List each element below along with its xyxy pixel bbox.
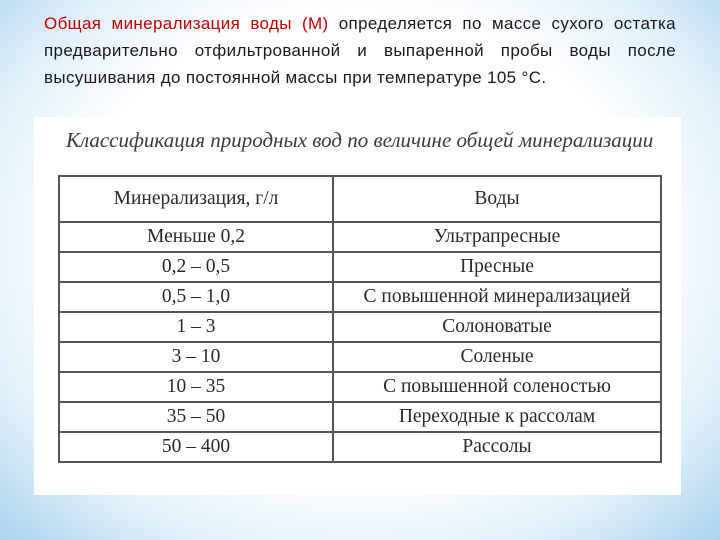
- cell-range: 3 – 10: [59, 342, 333, 372]
- intro-highlight: Общая минерализация воды (М): [44, 14, 329, 33]
- cell-water-type: С повышенной соленостью: [333, 372, 661, 402]
- table-row: [59, 432, 661, 462]
- table-row: [59, 342, 661, 372]
- table-row: [59, 252, 661, 282]
- table-row: [59, 402, 661, 432]
- cell-water-type: Соленые: [333, 342, 661, 372]
- cell-water-type: Пресные: [333, 252, 661, 282]
- header-waters: Воды: [333, 176, 661, 222]
- cell-range: 50 – 400: [59, 432, 333, 462]
- table-header-row: [59, 176, 661, 222]
- cell-water-type: Солоноватые: [333, 312, 661, 342]
- header-mineralization: Минерализация, г/л: [59, 176, 333, 222]
- cell-range: 0,5 – 1,0: [59, 282, 333, 312]
- classification-table: [58, 175, 662, 463]
- cell-water-type: Ультрапресные: [333, 222, 661, 252]
- classification-table-image: [34, 117, 681, 495]
- cell-range: 0,2 – 0,5: [59, 252, 333, 282]
- intro-text: определяется по массе сухого остатка предварительно отфильтрованной и выпаренной пробы воды после высушивания до постоянной массы при температуре 105 °С.: [44, 14, 676, 87]
- cell-water-type: С повышенной минерализацией: [333, 282, 661, 312]
- intro-paragraph: [44, 10, 676, 91]
- cell-range: 10 – 35: [59, 372, 333, 402]
- table-row: [59, 282, 661, 312]
- table-row: [59, 222, 661, 252]
- cell-water-type: Переходные к рассолам: [333, 402, 661, 432]
- cell-range: 35 – 50: [59, 402, 333, 432]
- cell-range: 1 – 3: [59, 312, 333, 342]
- cell-water-type: Рассолы: [333, 432, 661, 462]
- table-caption: Классификация природных вод по величине общей минерализации: [66, 128, 654, 152]
- table-row: [59, 372, 661, 402]
- cell-range: Меньше 0,2: [59, 222, 333, 252]
- table-row: [59, 312, 661, 342]
